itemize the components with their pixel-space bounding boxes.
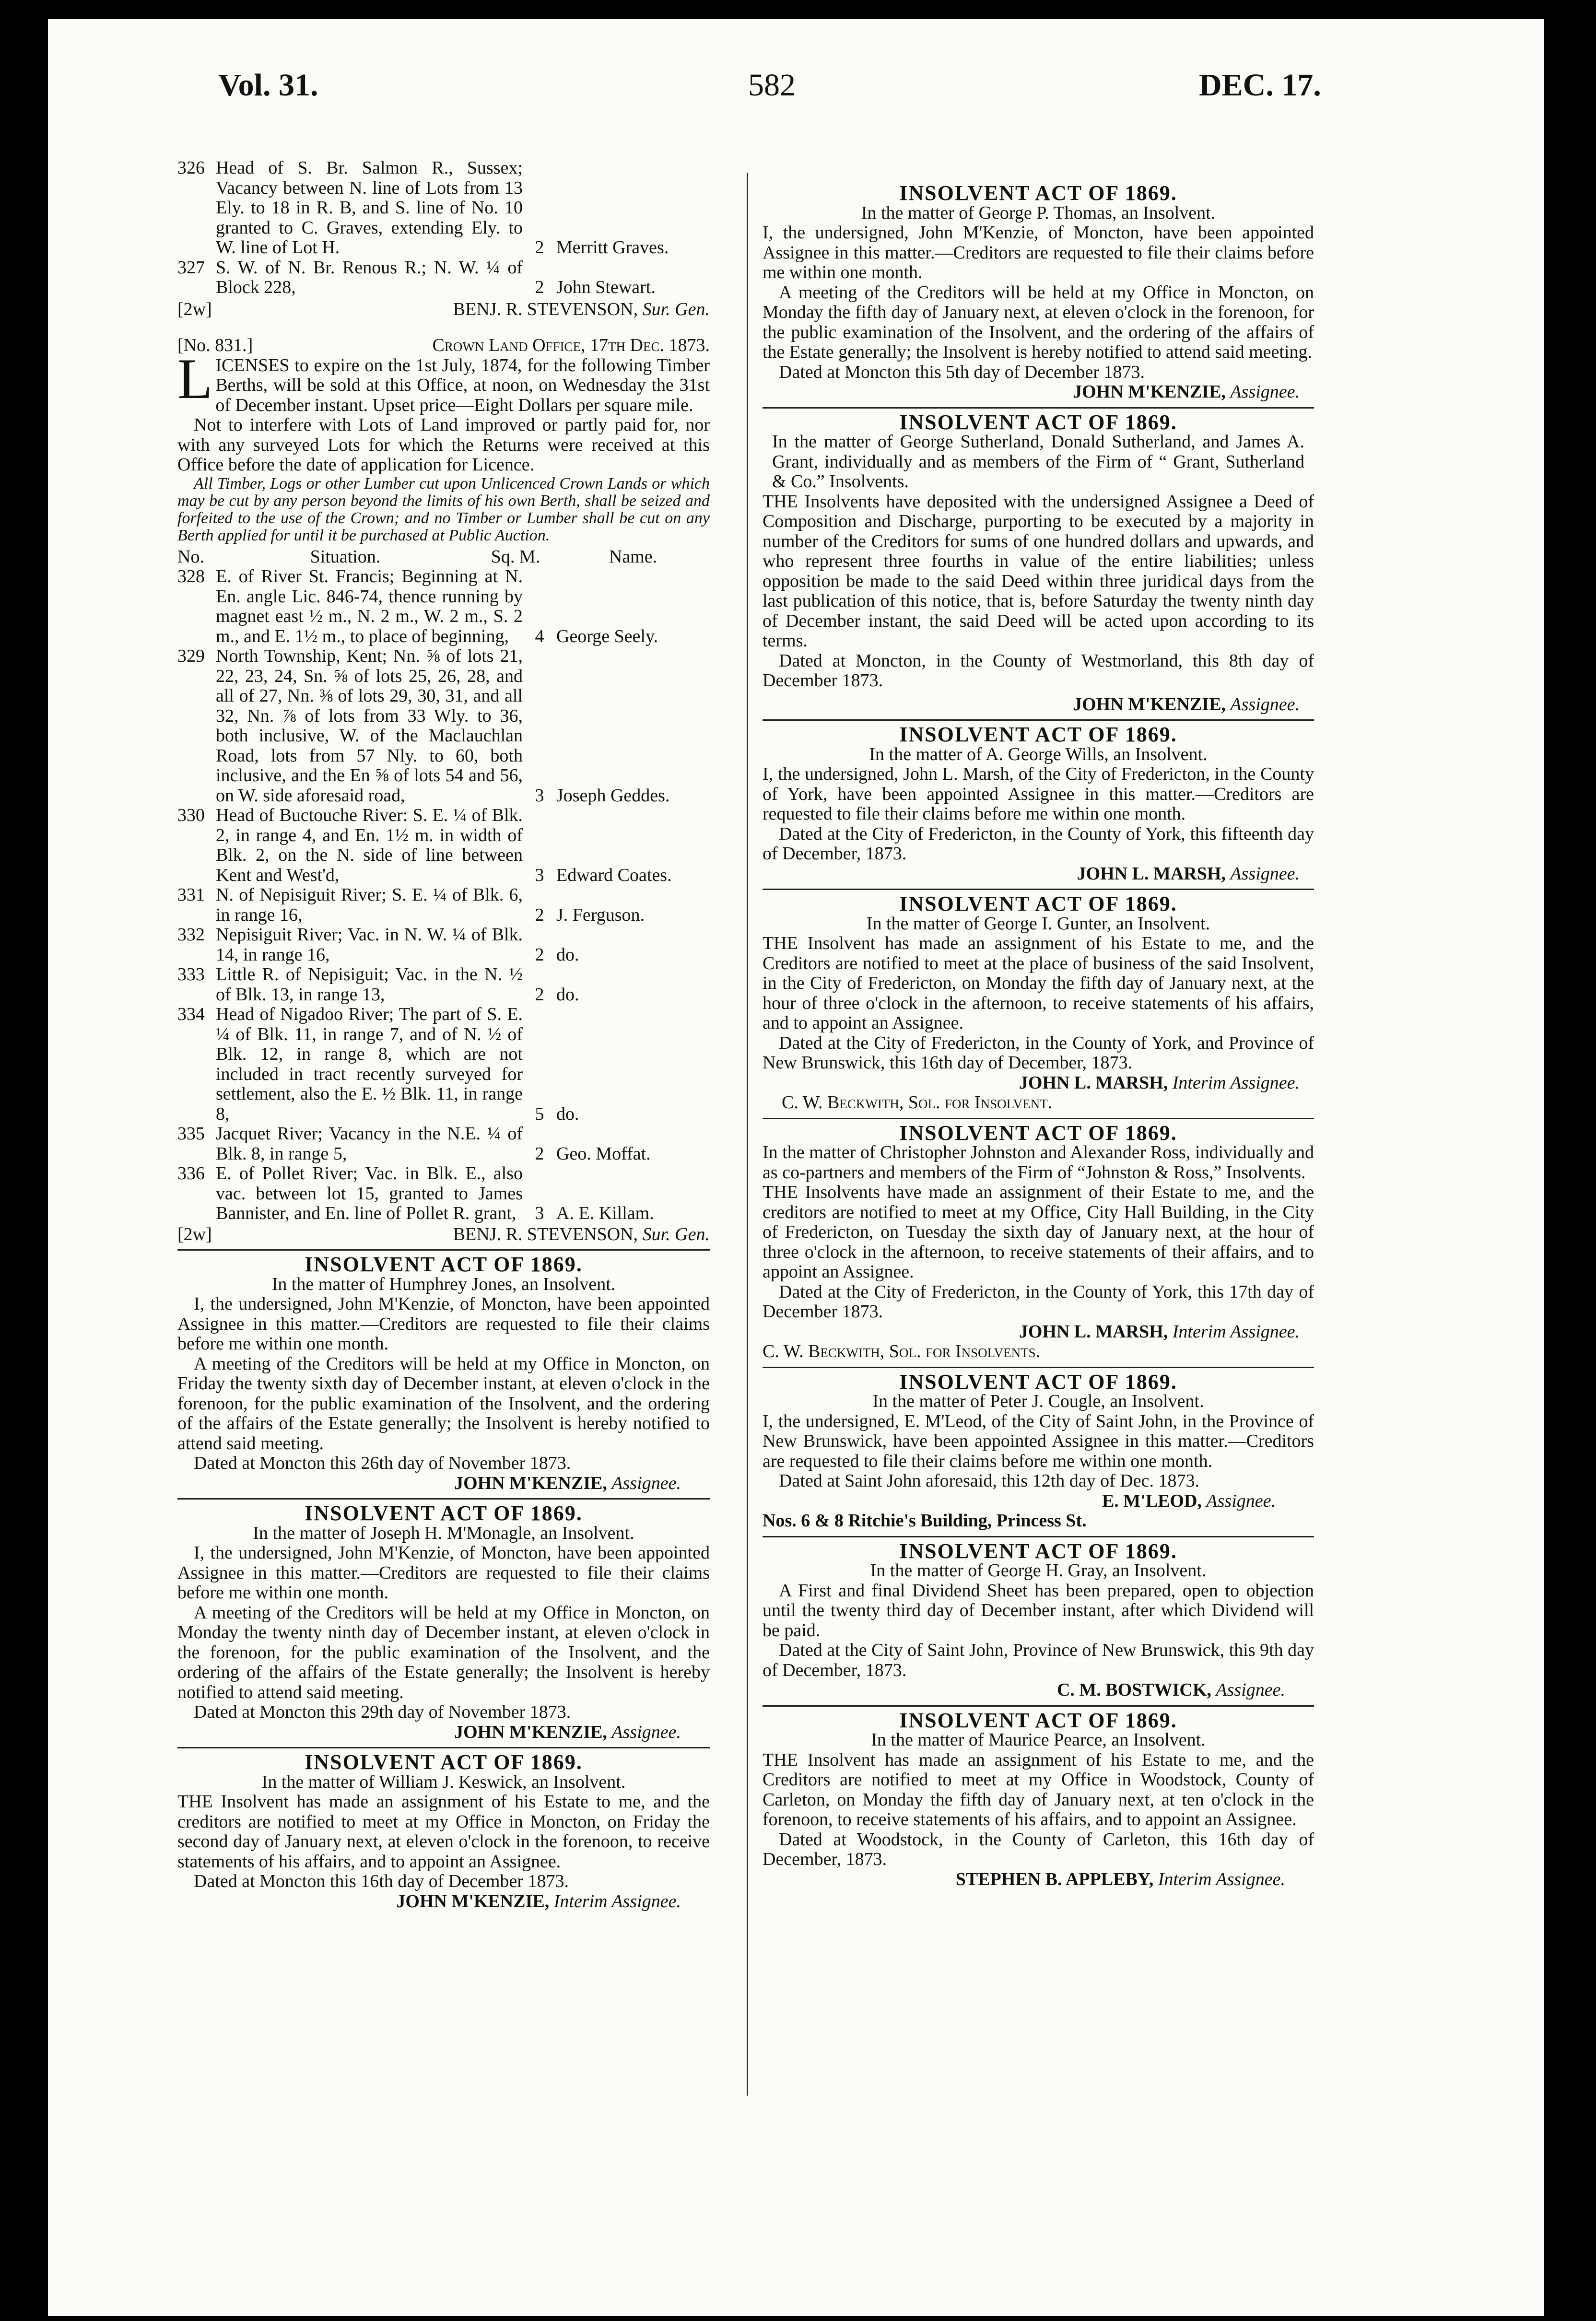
row-situation: Head of Nigadoo River; The part of S. E. ¼ of Blk. 11, in range 7, and of N. ½ of Blk. 12, in range 8, which are not included in tract recently surveyed for settlement, also the E. ½ Blk. 11, in range 8, [216,1004,523,1124]
section-rule [177,1498,710,1500]
notice-dated: Dated at the City of Fredericton, in the County of York, and Province of New Brunswick, this 16th day of December, 1873. [763,1032,1314,1073]
row-number: 330 [177,805,205,825]
notice-title: INSOLVENT ACT OF 1869. [899,1539,1177,1563]
notice-matter: In the matter of Christopher Johnston and Alexander Ross, individually and as co-partners and members of the Firm of “Johnston & Ross,” Insolvents. [763,1142,1314,1183]
notice-joseph-mmonagle [177,1503,710,1742]
licence-text: ICENSES to expire on the 1st July, 1874, for the following Timber Berths, will be sold at this Office, at noon, on Wednesday the 31st of December instant. Upset price—Eight Dollars per square mile. [215,355,710,415]
signature-role: Assignee. [1206,1490,1276,1511]
signature-role: Assignee. [611,1473,681,1493]
notice-title: INSOLVENT ACT OF 1869. [305,1501,583,1525]
row-number: 332 [177,925,205,945]
notice-body: I, the undersigned, John M'Kenzie, of Moncton, have been appointed Assignee in this matter.—Creditors are requested to file their claims before me within one month. [177,1294,710,1354]
row-sqm: 5 [535,1103,544,1124]
col-name: Name. [609,546,657,567]
notice-body: THE Insolvent has made an assignment of his Estate to me, and the Creditors are notified to meet at the place of business of the said Insolvent, in the City of Fredericton, on Monday the fifth day of January next, at the hour of three o'clock in the afternoon, to receive statements of his affairs, and to appoint an Assignee. [763,933,1314,1033]
section-rule [763,719,1314,721]
signature-name: C. M. BOSTWICK, [1056,1680,1211,1700]
notice-body: I, the undersigned, John M'Kenzie, of Moncton, have been appointed Assignee in this matter.—Creditors are requested to file their claims before me within one month. [177,1543,710,1603]
row-name: J. Ferguson. [556,904,645,925]
row-sqm: 3 [535,785,544,806]
row-number: 333 [177,964,205,985]
notice-body: A meeting of the Creditors will be held at my Office in Moncton, on Monday the twenty ninth day of December instant, at eleven o'clock in the forenoon, for the public examination of the Insolvent, and the ordering of the affairs of the Estate generally; the Insolvent is hereby notified to attend said meeting. [177,1602,710,1702]
notice-george-wills [763,725,1314,884]
signature-name: BENJ. R. STEVENSON, [453,1224,638,1244]
row-name: Merritt Graves. [556,237,669,258]
row-sqm: 2 [535,277,544,297]
notice-humphrey-jones [177,1254,710,1493]
notice-title: INSOLVENT ACT OF 1869. [899,1370,1177,1394]
notice-william-keswick [177,1752,710,1911]
notice-title: INSOLVENT ACT OF 1869. [899,1121,1177,1145]
notice-body: A meeting of the Creditors will be held at my Office in Moncton, on Monday the fifth day of January next, at eleven o'clock in the forenoon, for the public examination of the Insolvent, and the ordering of the affairs of the Estate generally; the Insolvent is hereby notified to attend said meeting. [763,282,1314,362]
row-number: 329 [177,646,205,666]
notice-maurice-pearce [763,1708,1314,1890]
row-sqm: 2 [535,904,544,925]
section-rule [763,1367,1314,1368]
row-name: A. E. Killam. [556,1203,654,1223]
notice-title: INSOLVENT ACT OF 1869. [899,892,1177,915]
notice-dated: Dated at Woodstock, in the County of Carleton, this 16th day of December, 1873. [763,1829,1314,1869]
notice-matter: In the matter of George H. Gray, an Insolvent. [870,1560,1207,1581]
insertion-code: [2w] [177,299,212,319]
signature-role: Assignee. [611,1722,681,1742]
insertion-code: [2w] [177,1224,212,1244]
signature-role: Interim Assignee. [1172,1321,1300,1342]
notice-matter: In the matter of Humphrey Jones, an Insolvent. [271,1274,616,1294]
notice-matter: In the matter of William J. Keswick, an Insolvent. [261,1771,626,1792]
notice-number: [No. 831.] [177,335,253,355]
section-rule [763,1118,1314,1119]
signature-name: STEPHEN B. APPLEBY, [955,1869,1154,1889]
row-name: Edward Coates. [556,865,672,885]
row-sqm: 2 [535,1143,544,1164]
signature-line [177,1225,710,1245]
page-number: 582 [748,68,796,103]
notice-johnston-ross [763,1123,1314,1362]
row-situation: Nepisiguit River; Vac. in N. W. ¼ of Blk. 14, in range 16, [216,925,523,965]
signature-role: Sur. Gen. [642,299,710,319]
row-name: Joseph Geddes. [556,785,670,806]
notice-body: I, the undersigned, John M'Kenzie, of Moncton, have been appointed Assignee in this matter.—Creditors are requested to file their claims before me within one month. [763,223,1314,282]
notice-body: A meeting of the Creditors will be held at my Office in Moncton, on Friday the twenty sixth day of December instant, at eleven o'clock in the forenoon, for the public examination of the Insolvent, and the ordering of the affairs of the Estate generally; the Insolvent is hereby notified to attend said meeting. [177,1353,710,1454]
signature-name: JOHN M'KENZIE, [1073,694,1226,715]
signature-name: JOHN M'KENZIE, [454,1722,607,1742]
row-name: Geo. Moffat. [556,1143,651,1164]
notice-dated: Dated at the City of Saint John, Province of New Brunswick, this 9th day of December, 1873. [763,1640,1314,1680]
notice-body: THE Insolvent has made an assignment of his Estate to me, and the Creditors are notified to meet at my Office in Woodstock, County of Carleton, on Monday the fifth day of January next, at ten o'clock in the forenoon, to receive statements of his affairs, and to appoint an Assignee. [763,1749,1314,1829]
solicitor-line: C. W. Beckwith, Sol. for Insolvent. [782,1092,1053,1113]
notice-dated: Dated at Moncton this 29th day of November 1873. [194,1702,571,1722]
column-divider [747,173,748,2096]
row-number: 331 [177,885,205,905]
row-situation: E. of Pollet River; Vac. in Blk. E., also vac. between lot 15, granted to James Bannister, and En. line of Pollet R. grant, [216,1163,523,1223]
notice-title: INSOLVENT ACT OF 1869. [899,723,1177,746]
signature-role: Interim Assignee. [1158,1869,1285,1889]
row-number: 327 [177,257,205,278]
notice-body: I, the undersigned, E. M'Leod, of the City of Saint John, in the Province of New Brunswick, have been appointed Assignee in this matter.—Creditors are requested to file their claims before me within one month. [763,1411,1314,1471]
right-column [763,182,1314,1889]
notice-body: I, the undersigned, John L. Marsh, of the City of Fredericton, in the County of York, have been appointed Assignee in this matter.—Creditors are requested to file their claims before me within one month. [763,764,1314,824]
notice-header [177,336,710,356]
address-line: Nos. 6 & 8 Ritchie's Building, Princess St. [763,1511,1087,1531]
left-column [177,158,710,1911]
signature-name: JOHN L. MARSH, [1077,863,1226,884]
row-situation: Little R. of Nepisiguit; Vac. in the N. ½ of Blk. 13, in range 13, [216,964,523,1005]
row-number: 335 [177,1124,205,1144]
signature-role: Assignee. [1230,863,1300,884]
signature-role: Assignee. [1230,382,1300,402]
signature-name: BENJ. R. STEVENSON, [453,299,638,319]
notice-office: Crown Land Office, 17th Dec. 1873. [432,335,710,355]
signature-role: Sur. Gen. [642,1224,710,1244]
row-name: do. [556,944,579,965]
row-number: 326 [177,158,205,178]
section-rule [177,1747,710,1748]
signature-line [177,300,710,320]
licence-paragraph [177,346,710,416]
section-rule [763,1705,1314,1707]
row-sqm: 2 [535,944,544,965]
notice-george-gunter [763,894,1314,1113]
col-no: No. [177,546,204,567]
berth-row [177,1005,710,1124]
notice-matter: In the matter of Maurice Pearce, an Insolvent. [871,1730,1206,1750]
notice-dated: Dated at Saint John aforesaid, this 12th day of Dec. 1873. [779,1471,1199,1491]
section-rule [763,407,1314,409]
notice-body: THE Insolvents have made an assignment of their Estate to me, and the creditors are notified to meet at my Office, City Hall Building, in the City of Fredericton, on Tuesday the sixth day of January next, at the hour of three o'clock in the afternoon, to receive statements of their affairs, and to appoint an Assignee. [763,1182,1314,1282]
row-sqm: 2 [535,237,544,258]
row-situation: S. W. of N. Br. Renous R.; N. W. ¼ of Block 228, [216,257,523,297]
section-rule [177,1249,710,1251]
notice-dated: Dated at Moncton this 16th day of December 1873. [194,1871,569,1891]
solicitor-line: C. W. Beckwith, Sol. for Insolvents. [763,1341,1041,1361]
berth-row [177,258,710,298]
row-number: 334 [177,1004,205,1024]
notice-dated: Dated at Moncton, in the County of Westmorland, this 8th day of December 1873. [763,650,1314,691]
notice-matter: In the matter of A. George Wills, an Insolvent. [869,744,1208,764]
notice-sutherland-grant [763,412,1314,715]
row-name: do. [556,984,579,1005]
licence-condition: Not to interfere with Lots of Land improved or partly paid for, nor with any surveyed Lots for which the Returns were received at this Office before the date of application for Licence. [177,415,710,475]
row-sqm: 4 [535,626,544,646]
berth-row [177,806,710,885]
notice-title: INSOLVENT ACT OF 1869. [305,1253,583,1276]
row-sqm: 2 [535,984,544,1005]
row-situation: N. of Nepisiguit River; S. E. ¼ of Blk. 6, in range 16, [216,885,523,925]
signature-name: JOHN M'KENZIE, [1073,382,1226,402]
row-situation: North Township, Kent; Nn. ⅝ of lots 21, 22, 23, 24, Sn. ⅝ of lots 25, 26, 28, and all of 27, Nn. ⅜ of lots 29, 30, 31, and all 32, Nn. ⅞ of lots from 33 Wly. to 36, both inclusive, W. of the Maclauchlan Road, lots from 57 Nly. to 60, both inclusive, and the En ⅝ of lots 54 and 56, on W. side aforesaid road, [216,646,523,806]
col-sqm: Sq. M. [491,546,540,567]
row-number: 336 [177,1163,205,1184]
notice-matter: In the matter of George P. Thomas, an Insolvent. [861,202,1216,223]
row-name: George Seely. [556,626,658,646]
notice-title: INSOLVENT ACT OF 1869. [305,1750,583,1774]
signature-name: JOHN L. MARSH, [1019,1072,1168,1093]
notice-matter: In the matter of Peter J. Cougle, an Insolvent. [872,1391,1204,1411]
row-name: John Stewart. [556,277,656,297]
notice-matter: In the matter of George I. Gunter, an Insolvent. [866,913,1210,934]
berth-row [177,965,710,1005]
row-situation: Head of S. Br. Salmon R., Sussex; Vacancy between N. line of Lots from 13 Ely. to 18 in R. B, and S. line of No. 10 granted to C. Graves, extending Ely. to W. line of Lot H. [216,158,523,258]
notice-title: INSOLVENT ACT OF 1869. [899,181,1177,205]
berth-row [177,158,710,258]
row-name: do. [556,1103,579,1124]
notice-dated: Dated at the City of Fredericton, in the County of York, this fifteenth day of December, 1873. [763,823,1314,864]
notice-dated: Dated at the City of Fredericton, in the County of York, this 17th day of December 1873. [763,1281,1314,1322]
notice-matter: In the matter of George Sutherland, Donald Sutherland, and James A. Grant, individually and as members of the Firm of “ Grant, Sutherland & Co.” Insolvents. [772,432,1304,492]
signature-role: Interim Assignee. [1172,1072,1300,1093]
notice-george-thomas [763,183,1314,402]
row-situation: Head of Buctouche River: S. E. ¼ of Blk. 2, in range 4, and En. 1½ m. in width of Blk. 2, on the N. side of line between Kent and West'd, [216,805,523,885]
notice-title: INSOLVENT ACT OF 1869. [899,1708,1177,1732]
notice-title: INSOLVENT ACT OF 1869. [899,410,1177,434]
notice-george-gray [763,1541,1314,1700]
signature-role: Interim Assignee. [553,1891,681,1911]
berth-row [177,925,710,965]
row-situation: E. of River St. Francis; Beginning at N. En. angle Lic. 846-74, thence running by magnet east ½ m., N. 2 m., W. 2 m., S. 2 m., and E. 1½ m., to place of beginning, [216,566,523,646]
berth-row [177,567,710,646]
col-situation: Situation. [310,546,381,567]
section-rule [763,1536,1314,1537]
signature-role: Assignee. [1216,1680,1285,1700]
signature-name: JOHN M'KENZIE, [396,1891,550,1911]
signature-role: Assignee. [1230,694,1300,715]
row-number: 328 [177,566,205,586]
volume-label: Vol. 31. [218,68,318,103]
row-sqm: 3 [535,865,544,885]
row-situation: Jacquet River; Vacancy in the N.E. ¼ of Blk. 8, in range 5, [216,1124,523,1164]
notice-body: A First and final Dividend Sheet has been prepared, open to objection until the twenty third day of December instant, after which Dividend will be paid. [763,1580,1314,1641]
table-header [177,547,710,567]
licence-warning: All Timber, Logs or other Lumber cut upon Unlicenced Crown Lands or which may be cut by any person beyond the limits of his own Berth, shall be seized and forfeited to the use of the Crown; and no Timber or Lumber shall be cut on any Berth applied for until it be purchased at Public Auction. [177,474,710,544]
berth-table [177,567,710,1224]
notice-body: THE Insolvents have deposited with the undersigned Assignee a Deed of Composition and Discharge, purporting to be executed by a majority in number of the Creditors for sums of one hundred dollars and upwards, and who represent three fourths in value of the entire liabilities; unless opposition be made to the said Deed within three juridical days from the last publication of this notice, that is, before Saturday the twenty ninth day of December instant, the said Deed will be acted upon according to its terms. [763,491,1314,651]
notice-dated: Dated at Moncton this 5th day of December 1873. [779,362,1145,382]
notice-dated: Dated at Moncton this 26th day of November 1873. [194,1453,571,1473]
drop-cap: L [177,346,213,410]
notice-body: THE Insolvent has made an assignment of his Estate to me, and the creditors are notified to meet at my Office in Moncton, on Friday the second day of January next, at eleven o'clock in the forenoon, to receive statements of his affairs, and to appoint an Assignee. [177,1792,710,1872]
signature-name: JOHN M'KENZIE, [454,1473,607,1493]
signature-name: E. M'LEOD, [1102,1490,1202,1511]
notice-matter: In the matter of Joseph H. M'Monagle, an Insolvent. [253,1523,634,1543]
signature-name: JOHN L. MARSH, [1019,1321,1168,1342]
berth-row [177,885,710,925]
berth-row [177,1124,710,1164]
row-sqm: 3 [535,1203,544,1223]
issue-date: DEC. 17. [1199,68,1321,103]
berth-row [177,646,710,806]
notice-peter-cougle [763,1372,1314,1531]
section-rule [763,889,1314,890]
berth-row [177,1164,710,1224]
